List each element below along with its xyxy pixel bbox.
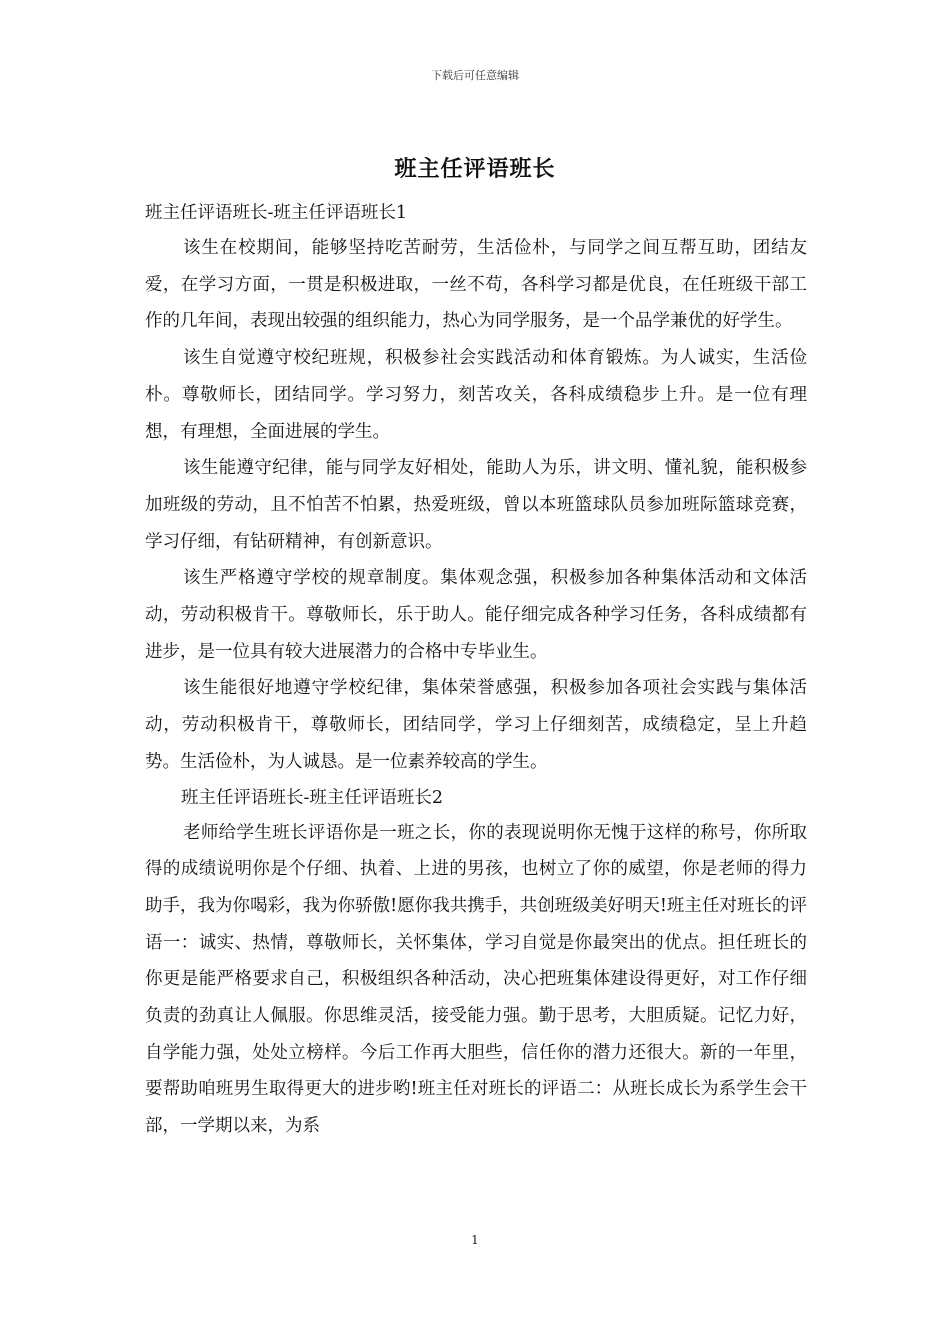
header-note: 下载后可任意编辑: [431, 69, 519, 82]
paragraph: 该生自觉遵守校纪班规，积极参社会实践活动和体育锻炼。为人诚实，生活俭朴。尊敬师长，团结同学。学习努力，刻苦攻关，各科成绩稳步上升。是一位有理想，有理想，全面进展的学生。: [145, 348, 807, 442]
document-body: [145, 196, 807, 1145]
paragraph: 该生能遵守纪律，能与同学友好相处，能助人为乐，讲文明、懂礼貌，能积极参加班级的劳动，且不怕苦不怕累，热爱班级，曾以本班篮球队员参加班际篮球竞赛，学习仔细，有钻研精神，有创新意识。: [145, 458, 807, 552]
paragraph: 该生严格遵守学校的规章制度。集体观念强，积极参加各种集体活动和文体活动，劳动积极肯干。尊敬师长，乐于助人。能仔细完成各种学习任务，各科成绩都有进步，是一位具有较大进展潜力的合格中专毕业生。: [145, 568, 807, 662]
paragraph: 老师给学生班长评语你是一班之长，你的表现说明你无愧于这样的称号，你所取得的成绩说明你是个仔细、执着、上进的男孩，也树立了你的威望，你是老师的得力助手，我为你喝彩，我为你骄傲!愿你我共携手，共创班级美好明天!班主任对班长的评语一：诚实、热情，尊敬师长，关怀集体，学习自觉是你最突出的优点。担任班长的你更是能严格要求自己，积极组织各种活动，决心把班集体建设得更好，对工作仔细负责的劲真让人佩服。你思维灵活，接受能力强。勤于思考，大胆质疑。记忆力好，自学能力强，处处立榜样。今后工作再大胆些，信任你的潜力还很大。新的一年里，要帮助咱班男生取得更大的进步哟!班主任对班长的评语二：从班长成长为系学生会干部，一学期以来，为系: [145, 822, 807, 1137]
paragraph: 该生在校期间，能够坚持吃苦耐劳，生活俭朴，与同学之间互帮互助，团结友爱，在学习方面，一贯是积极进取，一丝不苟，各科学习都是优良，在任班级干部工作的几年间，表现出较强的组织能力，热心为同学服务，是一个品学兼优的好学生。: [145, 238, 807, 332]
document-title: 班主任评语班长: [394, 156, 556, 182]
paragraph: 该生能很好地遵守学校纪律，集体荣誉感强，积极参加各项社会实践与集体活动，劳动积极肯干，尊敬师长，团结同学，学习上仔细刻苦，成绩稳定，呈上升趋势。生活俭朴，为人诚恳。是一位素养较高的学生。: [145, 678, 807, 772]
section-heading-2: 班主任评语班长-班主任评语班长2: [181, 787, 444, 808]
page-number: 1: [471, 1233, 479, 1247]
section-heading-1: 班主任评语班长-班主任评语班长1: [145, 203, 408, 223]
